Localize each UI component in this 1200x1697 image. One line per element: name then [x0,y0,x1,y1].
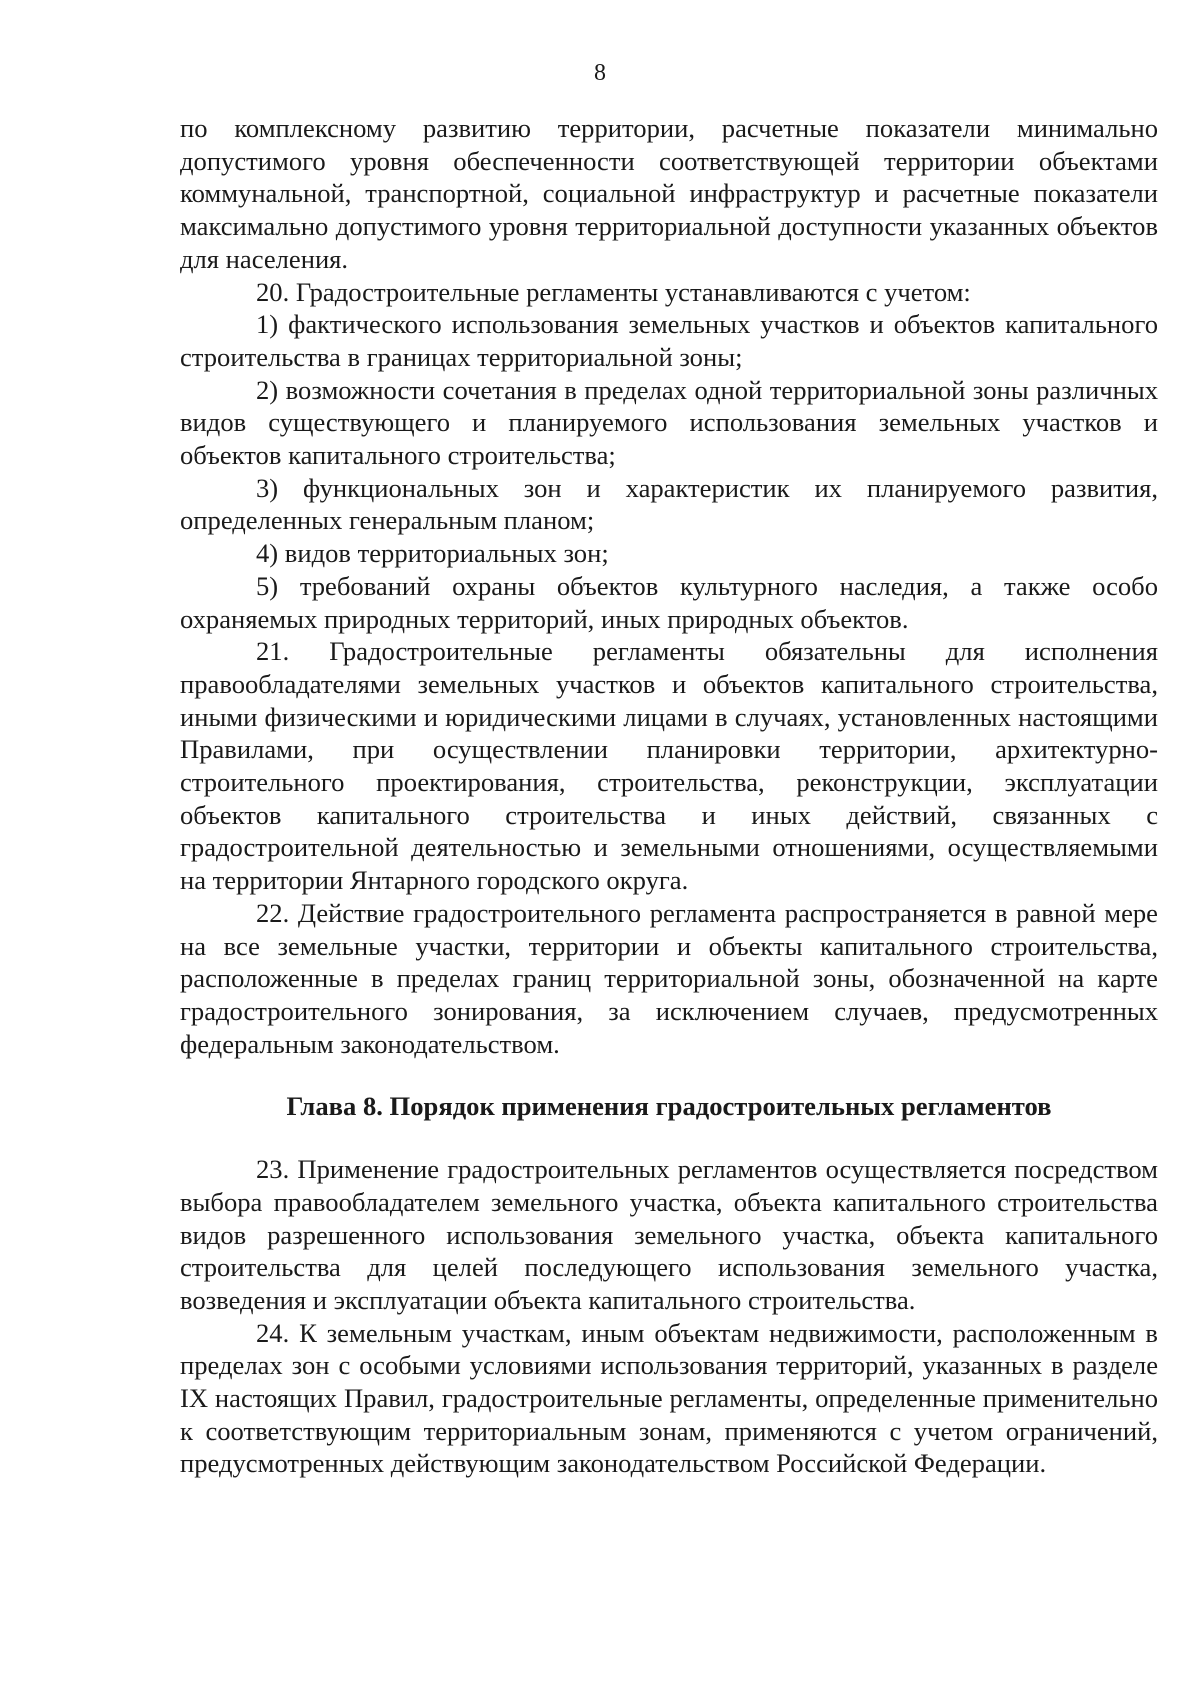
paragraph-clause-21: 21. Градостроительные регламенты обязательны для исполнения правообладателями земельных участков и объектов капитального строительства, иными физическими и юридическими лицами в случаях, установленных настоящими Правилами, при осуществлении планировки территории, архитектурно-строительного проектирования, строительства, реконструкции, эксплуатации объектов капитального строительства и иных действий, связанных с градостроительной деятельностью и земельными отношениями, осуществляемыми на территории Янтарного городского округа. [180,636,1158,896]
paragraph-clause-20-item-3: 3) функциональных зон и характеристик их планируемого развития, определенных генеральным планом; [180,472,1158,536]
paragraph-clause-20-item-1: 1) фактического использования земельных участков и объектов капитального строительства в границах территориальной зоны; [180,309,1158,372]
paragraph-intro-continuation: по комплексному развитию территории, расчетные показатели минимально допустимого уровня обеспеченности соответствующей территории объектами коммунальной, транспортной, социальной инфраструктур и расчетные показатели максимально допустимого уровня территориальной доступности указанных объектов для населения. [180,113,1158,274]
paragraph-clause-23: 23. Применение градостроительных регламентов осуществляется посредством выбора правообладателем земельного участка, объекта капитального строительства видов разрешенного использования земельного участка, объекта капитального строительства для целей последующего использования земельного участка, возведения и эксплуатации объекта капитального строительства. [180,1154,1158,1315]
chapter-heading: Глава 8. Порядок применения градостроительных регламентов [286,1091,1052,1122]
paragraph-clause-20-item-4: 4) видов территориальных зон; [256,538,609,569]
paragraph-clause-20-item-2: 2) возможности сочетания в пределах одной территориальной зоны различных видов существующего и планируемого использования земельных участков и объектов капитального строительства; [180,374,1158,471]
page-number: 8 [594,60,606,86]
paragraph-clause-24: 24. К земельным участкам, иным объектам недвижимости, расположенным в пределах зон с особыми условиями использования территорий, указанных в разделе IX настоящих Правил, градостроительные регламенты, определенные применительно к соответствующим территориальным зонам, применяются с учетом ограничений, предусмотренных действующим законодательством Российской Федерации. [180,1317,1158,1479]
document-body [180,112,1158,1480]
paragraph-clause-20: 20. Градостроительные регламенты устанавливаются с учетом: [256,276,971,307]
paragraph-clause-22: 22. Действие градостроительного регламента распространяется в равной мере на все земельные участки, территории и объекты капитального строительства, расположенные в пределах границ территориальной зоны, обозначенной на карте градостроительного зонирования, за исключением случаев, предусмотренных федеральным законодательством. [180,897,1158,1059]
paragraph-clause-20-item-5: 5) требований охраны объектов культурного наследия, а также особо охраняемых природных территорий, иных природных объектов. [180,570,1158,634]
